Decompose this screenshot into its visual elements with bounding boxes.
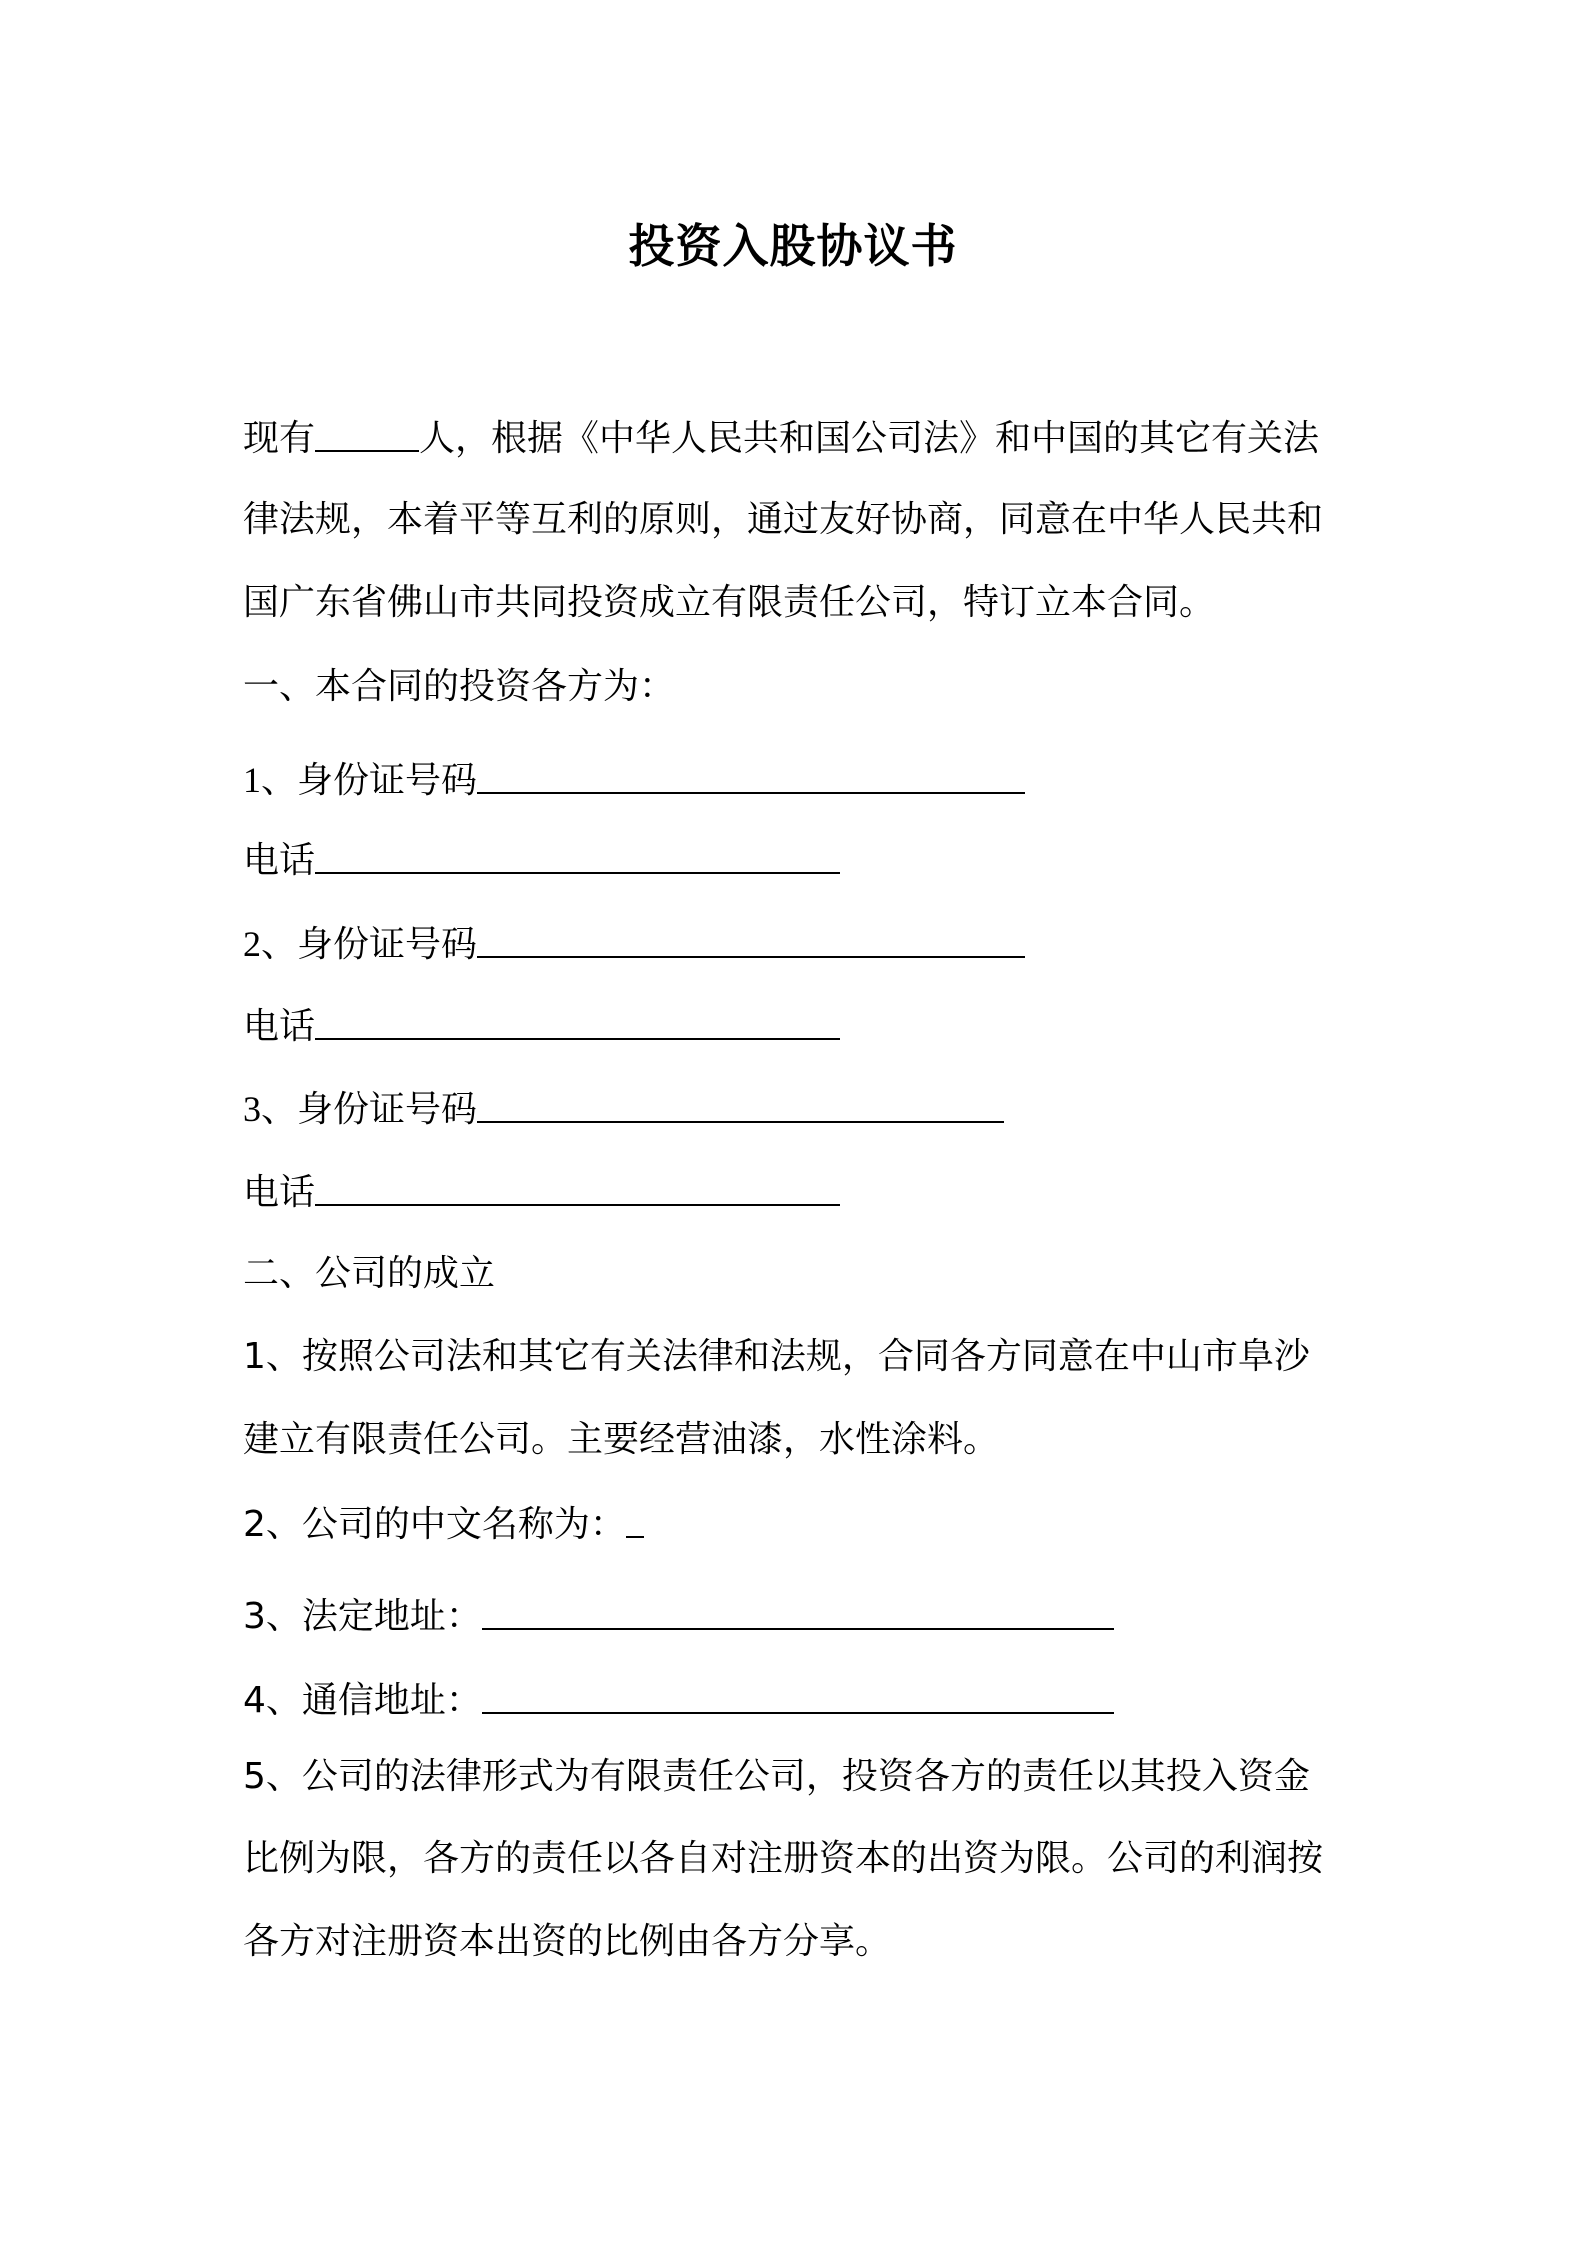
section2-item5-line1: 5、公司的法律形式为有限责任公司，投资各方的责任以其投入资金 — [243, 1756, 1310, 1797]
party1-number: 1 — [243, 760, 261, 800]
party1-id-blank — [477, 756, 1025, 794]
party3-id-line — [243, 1083, 1004, 1135]
party2-phone-line — [243, 1000, 840, 1052]
section1-heading: 一、本合同的投资各方为： — [243, 666, 676, 707]
section2-item5-line3: 各方对注册资本出资的比例由各方分享。 — [243, 1921, 892, 1962]
party3-id-blank — [477, 1085, 1004, 1123]
legal-address-label: 3、法定地址： — [243, 1596, 482, 1637]
section2-item1-line2: 建立有限责任公司。主要经营油漆，水性涂料。 — [243, 1419, 1000, 1460]
document-title: 投资入股协议书 — [628, 219, 958, 273]
intro-line-3: 国广东省佛山市共同投资成立有限责任公司，特订立本合同。 — [243, 582, 1216, 623]
section2-item1-line1: 1、按照公司法和其它有关法律和法规，合同各方同意在中山市阜沙 — [243, 1336, 1310, 1377]
party2-phone-label: 电话 — [243, 1006, 316, 1047]
party1-id-line — [243, 754, 1025, 806]
party3-number: 3 — [243, 1089, 261, 1129]
section2-item5-line2: 比例为限，各方的责任以各自对注册资本的出资为限。公司的利润按 — [243, 1838, 1324, 1879]
section2-heading: 二、公司的成立 — [243, 1253, 496, 1294]
party2-id-label: 、身份证号码 — [261, 924, 478, 965]
party3-phone-line — [243, 1166, 840, 1218]
section2-item2-line — [243, 1498, 644, 1550]
party1-phone-line — [243, 834, 840, 886]
party2-id-blank — [477, 920, 1025, 958]
party1-id-label: 、身份证号码 — [261, 760, 478, 801]
company-name-label: 2、公司的中文名称为： — [243, 1504, 626, 1545]
party3-phone-blank — [315, 1168, 840, 1206]
party3-id-label: 、身份证号码 — [261, 1089, 478, 1130]
party2-number: 2 — [243, 924, 261, 964]
intro-text-start: 现有 — [243, 418, 316, 459]
intro-line-1 — [243, 412, 1319, 464]
mailing-address-label: 4、通信地址： — [243, 1680, 482, 1721]
section2-item3-line — [243, 1590, 1114, 1642]
legal-address-blank — [482, 1592, 1114, 1630]
party3-phone-label: 电话 — [243, 1172, 316, 1213]
party1-phone-blank — [315, 836, 840, 874]
intro-text-rest: 人，根据《中华人民共和国公司法》和中国的其它有关法 — [419, 418, 1320, 459]
intro-line-2: 律法规，本着平等互利的原则，通过友好协商，同意在中华人民共和 — [243, 499, 1324, 540]
company-name-blank — [626, 1500, 644, 1538]
party-count-blank — [315, 414, 419, 452]
section2-item4-line — [243, 1674, 1114, 1726]
mailing-address-blank — [482, 1676, 1114, 1714]
party1-phone-label: 电话 — [243, 840, 316, 881]
party2-phone-blank — [315, 1002, 840, 1040]
party2-id-line — [243, 918, 1025, 970]
